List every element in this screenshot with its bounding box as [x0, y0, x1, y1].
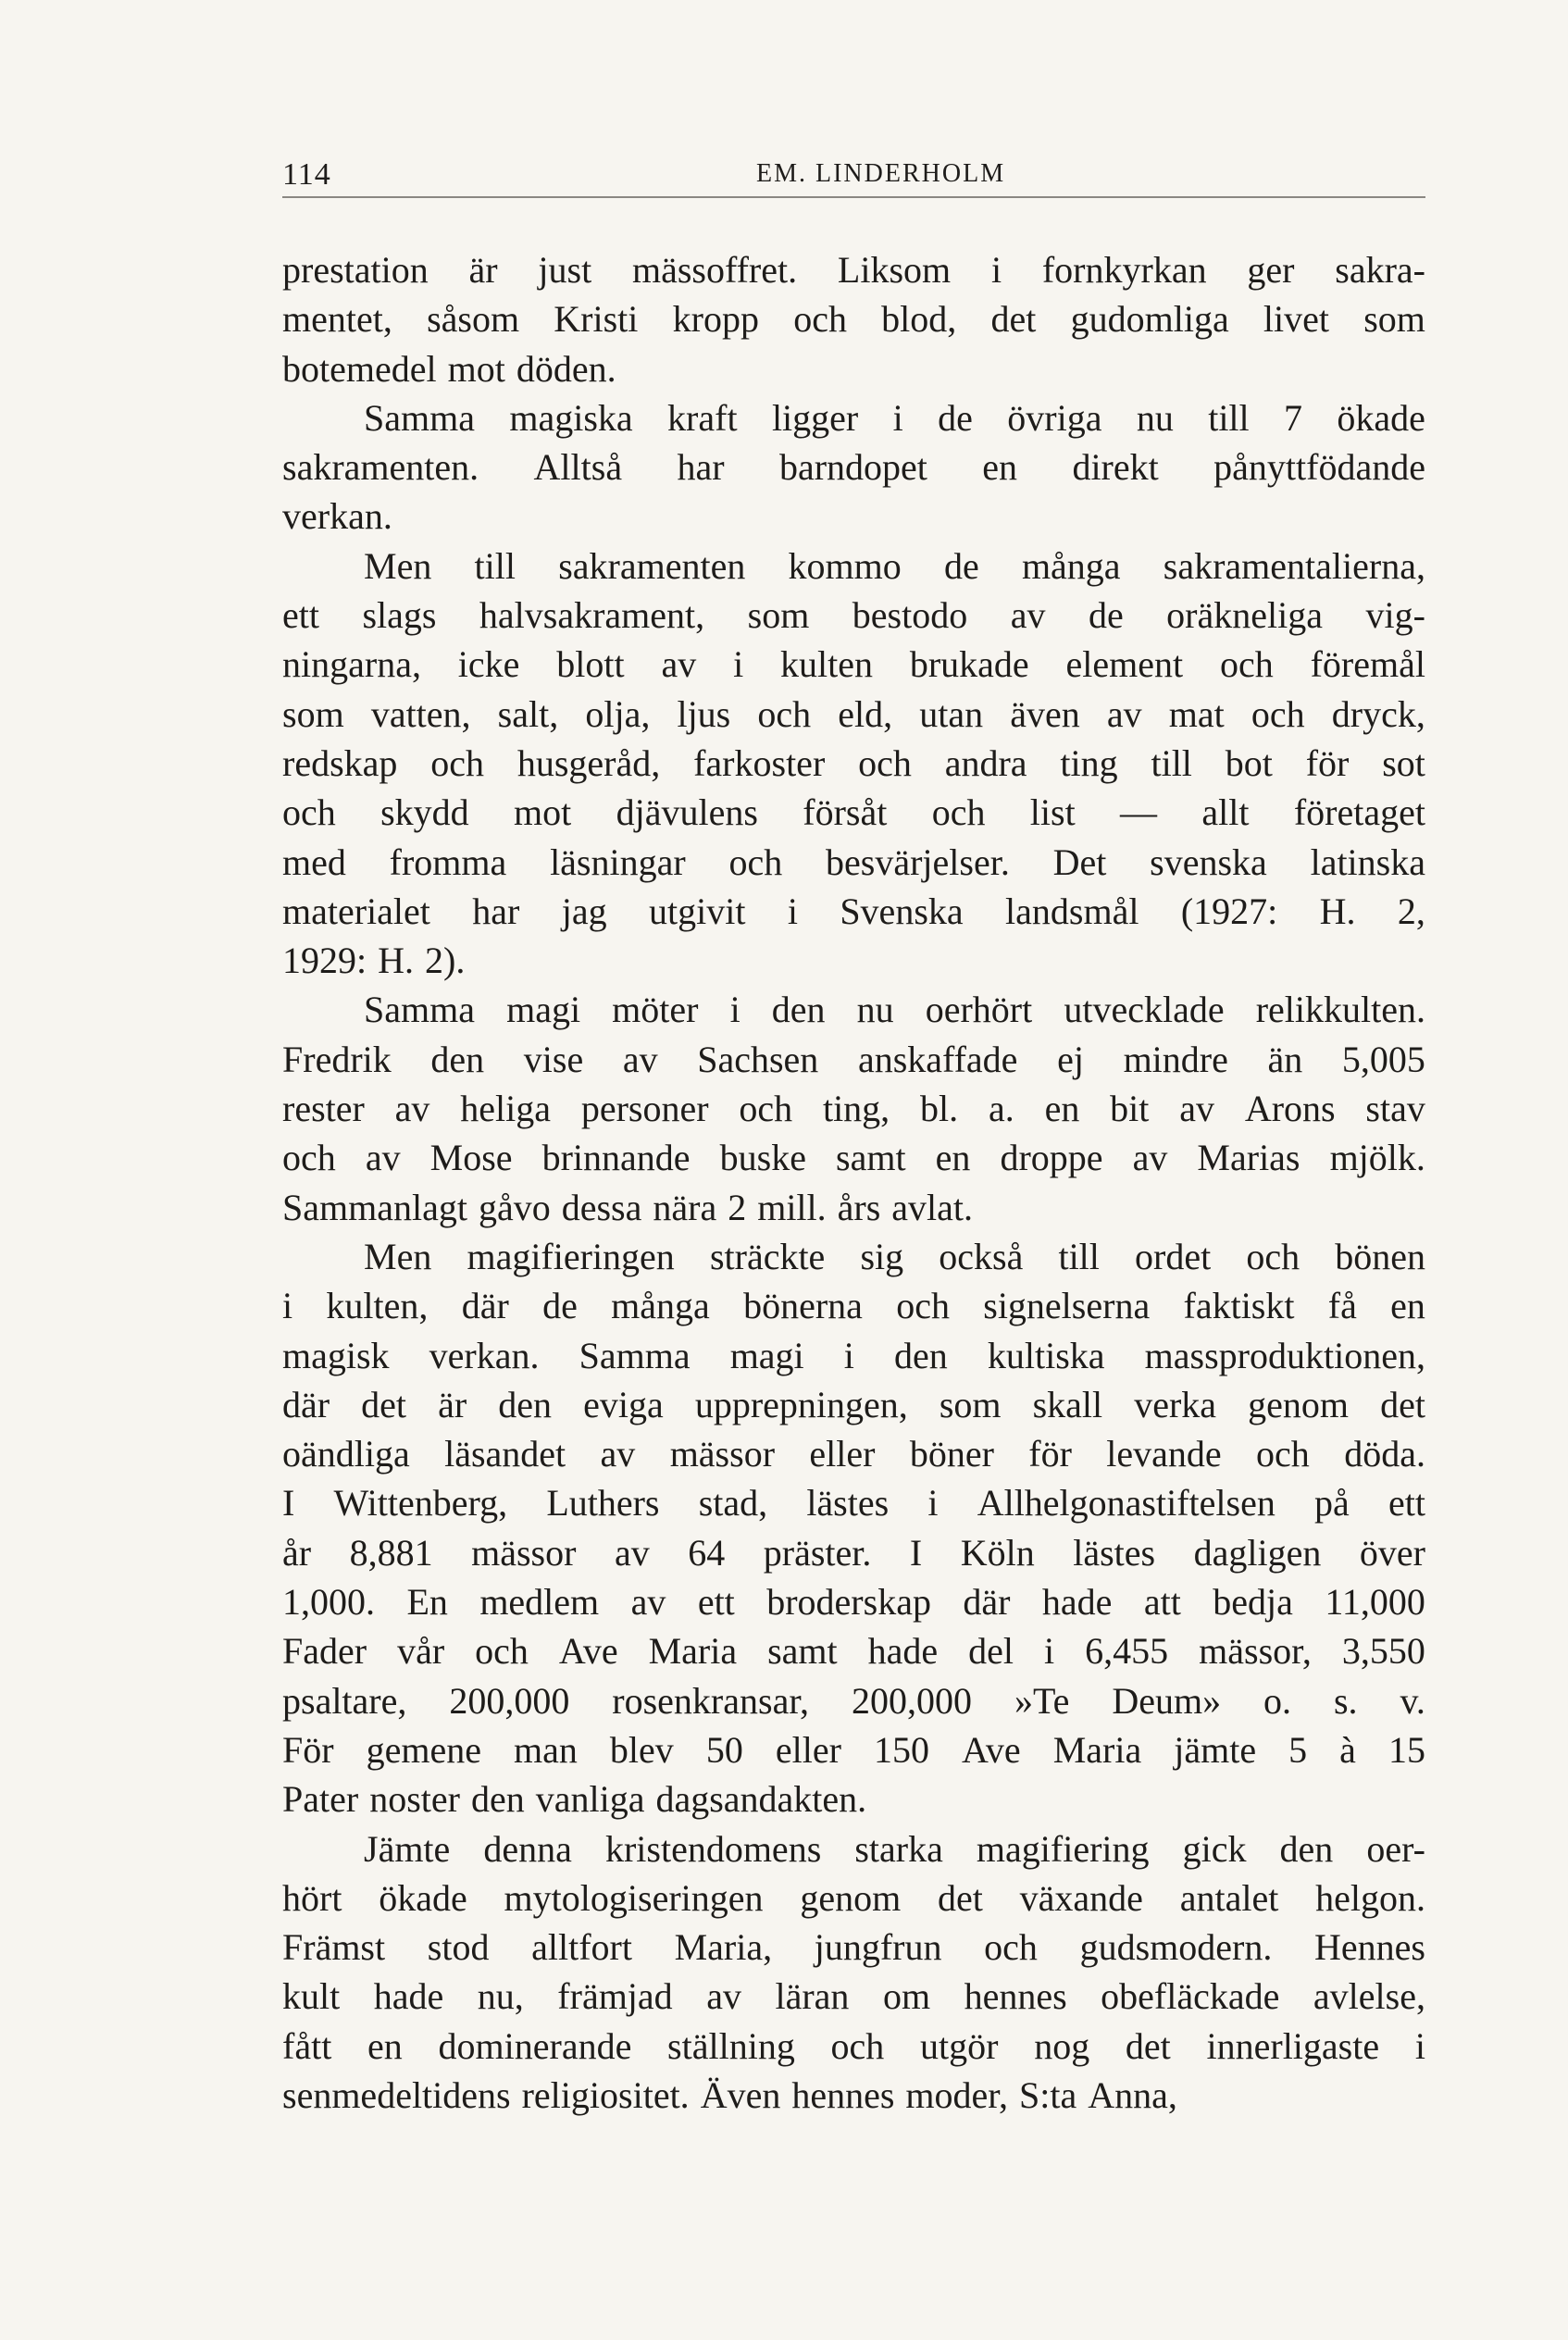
- text-line: rester av heliga personer och ting, bl. a. en bit av Arons stav: [282, 1088, 1425, 1130]
- text-line: där det är den eviga upprepningen, som skall verka genom det: [282, 1383, 1425, 1425]
- paragraph: [282, 1824, 1425, 2121]
- text-line: Fader vår och Ave Maria samt hade del i 6,455 mässor, 3,550: [282, 1630, 1425, 1673]
- text-line: Pater noster den vanliga dagsandakten.: [282, 1778, 867, 1821]
- text-line: Samma magi möter i den nu oerhört utvecklade relikkulten.: [364, 989, 1425, 1031]
- text-line: I Wittenberg, Luthers stad, lästes i Allhelgonastiftelsen på ett: [282, 1482, 1425, 1525]
- text-line: Främst stod alltfort Maria, jungfrun och gudsmodern. Hennes: [282, 1926, 1425, 1969]
- text-line: år 8,881 mässor av 64 präster. I Köln lästes dagligen över: [282, 1531, 1425, 1574]
- text-line: mentet, såsom Kristi kropp och blod, det gudomliga livet som: [282, 298, 1425, 341]
- page-number: 114: [282, 157, 331, 192]
- text-line: ningarna, icke blott av i kulten brukade element och föremål: [282, 643, 1425, 686]
- text-line: oändliga läsandet av mässor eller böner för levande och döda.: [282, 1433, 1425, 1475]
- text-line: och av Mose brinnande buske samt en droppe av Marias mjölk.: [282, 1137, 1425, 1179]
- text-line: verkan.: [282, 495, 392, 538]
- text-line: Sammanlagt gåvo dessa nära 2 mill. års avlat.: [282, 1186, 974, 1228]
- text-line: senmedeltidens religiositet. Även hennes moder, S:ta Anna,: [282, 2073, 1177, 2116]
- text-line: 1,000. En medlem av ett broderskap där hade att bedja 11,000: [282, 1581, 1425, 1624]
- text-line: som vatten, salt, olja, ljus och eld, utan även av mat och dryck,: [282, 692, 1425, 735]
- paragraph: [282, 245, 1425, 393]
- text-line: materialet har jag utgivit i Svenska landsmål (1927: H. 2,: [282, 890, 1425, 932]
- paragraph: [282, 1232, 1425, 1824]
- text-line: med fromma läsningar och besvärjelser. Det svenska latinska: [282, 840, 1425, 883]
- text-line: För gemene man blev 50 eller 150 Ave Maria jämte 5 à 15: [282, 1728, 1425, 1771]
- text-line: Men till sakramenten kommo de många sakramentalierna,: [364, 544, 1425, 587]
- text-line: redskap och husgeråd, farkoster och andra ting till bot för sot: [282, 741, 1425, 784]
- text-line: och skydd mot djävulens försåt och list — allt företaget: [282, 791, 1425, 834]
- text-line: 1929: H. 2).: [282, 940, 466, 982]
- text-line: i kulten, där de många bönerna och signelserna faktiskt få en: [282, 1285, 1425, 1327]
- paragraph: [282, 985, 1425, 1231]
- text-line: Fredrik den vise av Sachsen anskaffade ej mindre än 5,005: [282, 1038, 1425, 1080]
- text-line: Men magifieringen sträckte sig också till ordet och bönen: [364, 1235, 1425, 1277]
- body-text: [282, 245, 1425, 2120]
- text-line: hört ökade mytologiseringen genom det växande antalet helgon.: [282, 1876, 1425, 1919]
- paragraph: [282, 393, 1425, 541]
- text-line: botemedel mot döden.: [282, 347, 616, 390]
- paragraph: [282, 541, 1425, 986]
- text-line: psaltare, 200,000 rosenkransar, 200,000 »Te Deum» o. s. v.: [282, 1679, 1425, 1722]
- text-line: Jämte denna kristendomens starka magifiering gick den oer-: [364, 1827, 1425, 1870]
- page-header: [282, 148, 1425, 198]
- running-head: EM. LINDERHOLM: [756, 159, 1006, 188]
- text-line: prestation är just mässoffret. Liksom i fornkyrkan ger sakra-: [282, 249, 1425, 291]
- text-line: sakramenten. Alltså har barndopet en direkt pånyttfödande: [282, 446, 1425, 489]
- text-line: ett slags halvsakrament, som bestodo av de oräkneliga vig-: [282, 594, 1425, 637]
- text-line: kult hade nu, främjad av läran om hennes obefläckade avlelse,: [282, 1975, 1425, 2018]
- text-line: magisk verkan. Samma magi i den kultiska massproduktionen,: [282, 1334, 1425, 1376]
- text-line: Samma magiska kraft ligger i de övriga nu till 7 ökade: [364, 396, 1425, 439]
- text-line: fått en dominerande ställning och utgör nog det innerligaste i: [282, 2024, 1425, 2067]
